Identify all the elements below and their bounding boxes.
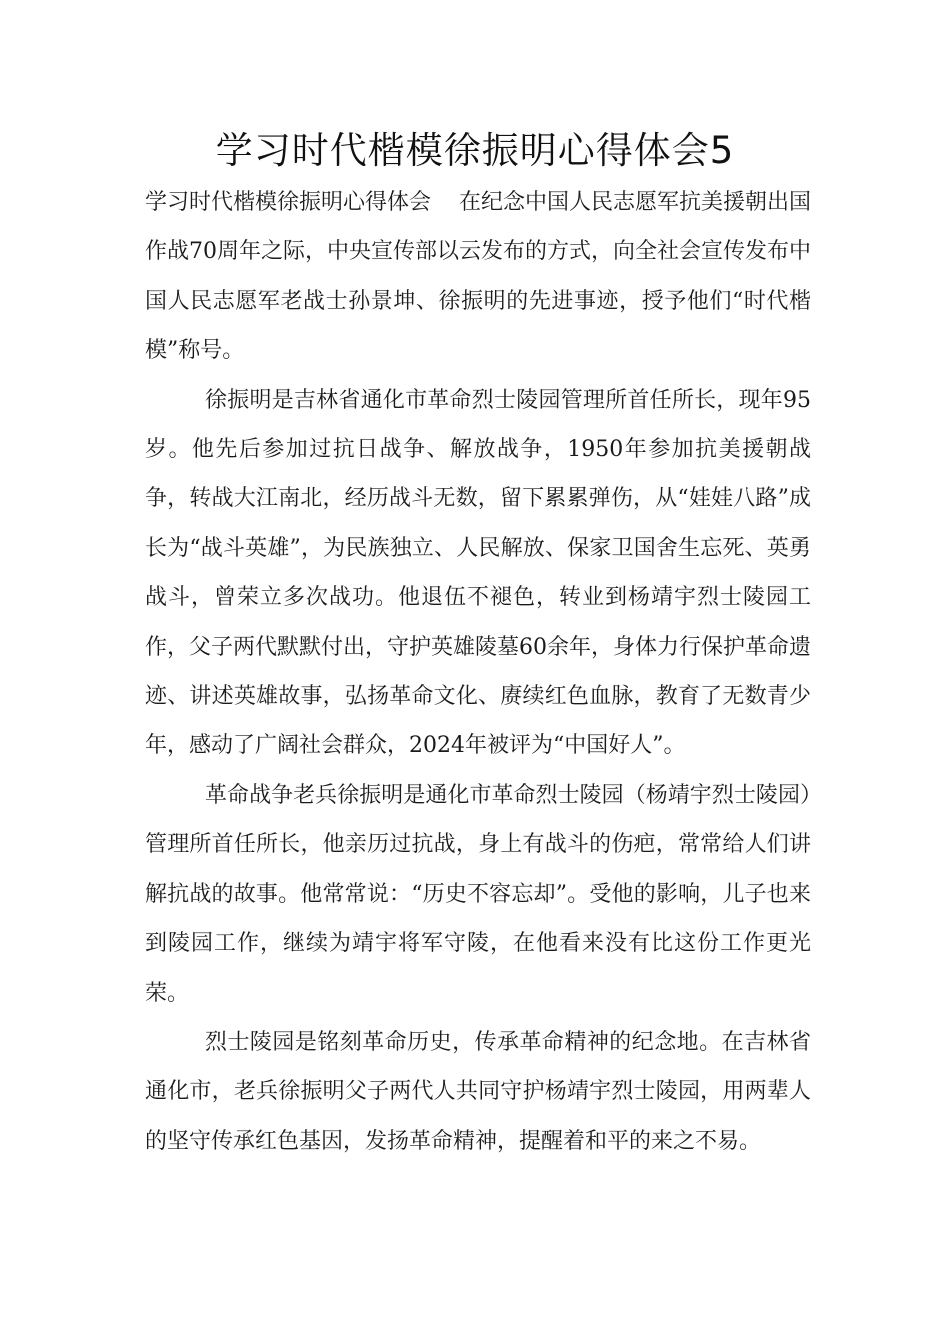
document-title: 学习时代楷模徐振明心得体会5 <box>215 129 735 172</box>
document-body <box>145 178 811 1166</box>
paragraph-biography: 徐振明是吉林省通化市革命烈士陵园管理所首任所长，现年95岁。他先后参加过抗日战争、解放战争，1950年参加抗美援朝战争，转战大江南北，经历战斗无数，留下累累弹伤，从“娃娃八路”成长为“战斗英雄”，为民族独立、人民解放、保家卫国舍生忘死、英勇战斗，曾荣立多次战功。他退伍不褪色，转业到杨靖宇烈士陵园工作，父子两代默默付出，守护英雄陵墓60余年，身体力行保护革命遗迹、讲述英雄故事，弘扬革命文化、赓续红色血脉，教育了无数青少年，感动了广阔社会群众，2024年被评为“中国好人”。 <box>145 387 811 759</box>
paragraph-intro: 学习时代楷模徐振明心得体会 在纪念中国人民志愿军抗美援朝出国作战70周年之际，中央宣传部以云发布的方式，向全社会宣传发布中国人民志愿军老战士孙景坤、徐振明的先进事迹，授予他们“时代楷模”称号。 <box>145 190 811 364</box>
paragraph-veteran: 革命战争老兵徐振明是通化市革命烈士陵园（杨靖宇烈士陵园）管理所首任所长，他亲历过抗战，身上有战斗的伤疤，常常给人们讲解抗战的故事。他常常说：“历史不容忘却”。受他的影响，儿子也来到陵园工作，继续为靖宇将军守陵，在他看来没有比这份工作更光荣。 <box>145 782 811 1006</box>
paragraph-cemetery: 烈士陵园是铭刻革命历史，传承革命精神的纪念地。在吉林省通化市，老兵徐振明父子两代人共同守护杨靖宇烈士陵园，用两辈人的坚守传承红色基因，发扬革命精神，提醒着和平的来之不易。 <box>145 1029 811 1154</box>
